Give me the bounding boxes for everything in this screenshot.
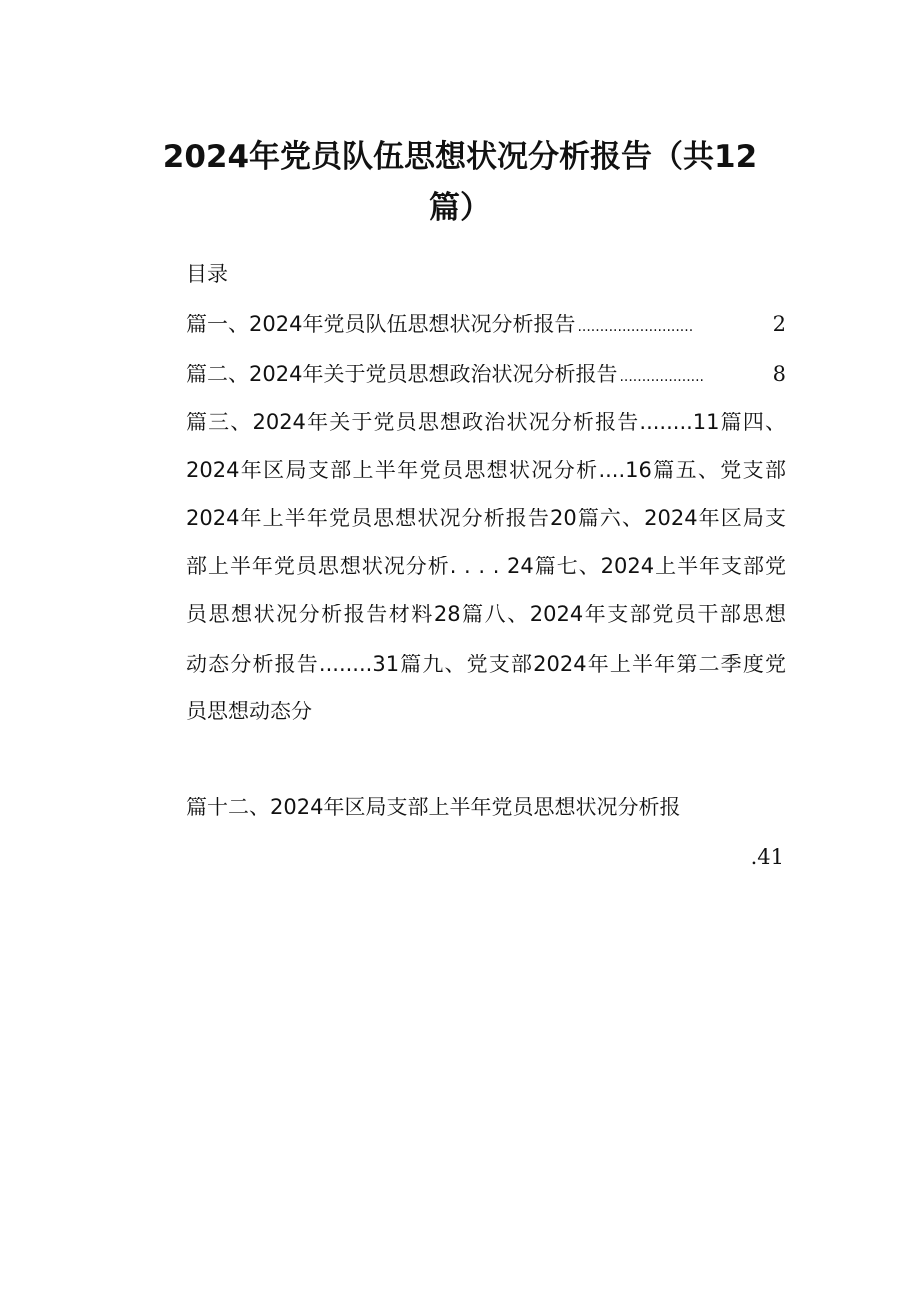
toc-wrapped-line[interactable]: 篇三、2024年关于党员思想政治状况分析报告........11篇四、	[186, 412, 786, 433]
toc-leader-dots: ..........................	[577, 320, 694, 334]
toc-entry-label: 篇一、2024年党员队伍思想状况分析报告	[186, 314, 576, 335]
document-title-line-1: 2024年党员队伍思想状况分析报告（共12	[162, 139, 758, 175]
toc-wrapped-line[interactable]: 2024年区局支部上半年党员思想状况分析....16篇五、党支部	[186, 460, 786, 481]
toc-entry-1[interactable]	[186, 314, 786, 335]
toc-entry-label: 篇二、2024年关于党员思想政治状况分析报告	[186, 364, 618, 385]
toc-page-number: 2	[772, 314, 786, 335]
toc-entry-2[interactable]	[186, 364, 786, 385]
toc-wrapped-line[interactable]: 2024年上半年党员思想状况分析报告20篇六、2024年区局支	[186, 508, 786, 529]
toc-wrapped-line[interactable]: 动态分析报告........31篇九、党支部2024年上半年第二季度党	[186, 654, 786, 675]
toc-leader-dots: ...................	[619, 370, 705, 384]
toc-entry-12[interactable]: 篇十二、2024年区局支部上半年党员思想状况分析报	[186, 797, 681, 818]
document-title-line-2: 篇）	[429, 190, 491, 226]
toc-wrapped-line[interactable]: 员思想动态分	[186, 701, 312, 722]
toc-page-number: 8	[772, 364, 786, 385]
toc-heading: 目录	[186, 262, 228, 286]
toc-wrapped-line[interactable]: 员思想状况分析报告材料28篇八、2024年支部党员干部思想	[186, 604, 786, 625]
toc-wrapped-line[interactable]: 部上半年党员思想状况分析. . . . 24篇七、2024上半年支部党	[186, 556, 786, 577]
toc-entry-12-page-number: .41	[750, 845, 784, 869]
